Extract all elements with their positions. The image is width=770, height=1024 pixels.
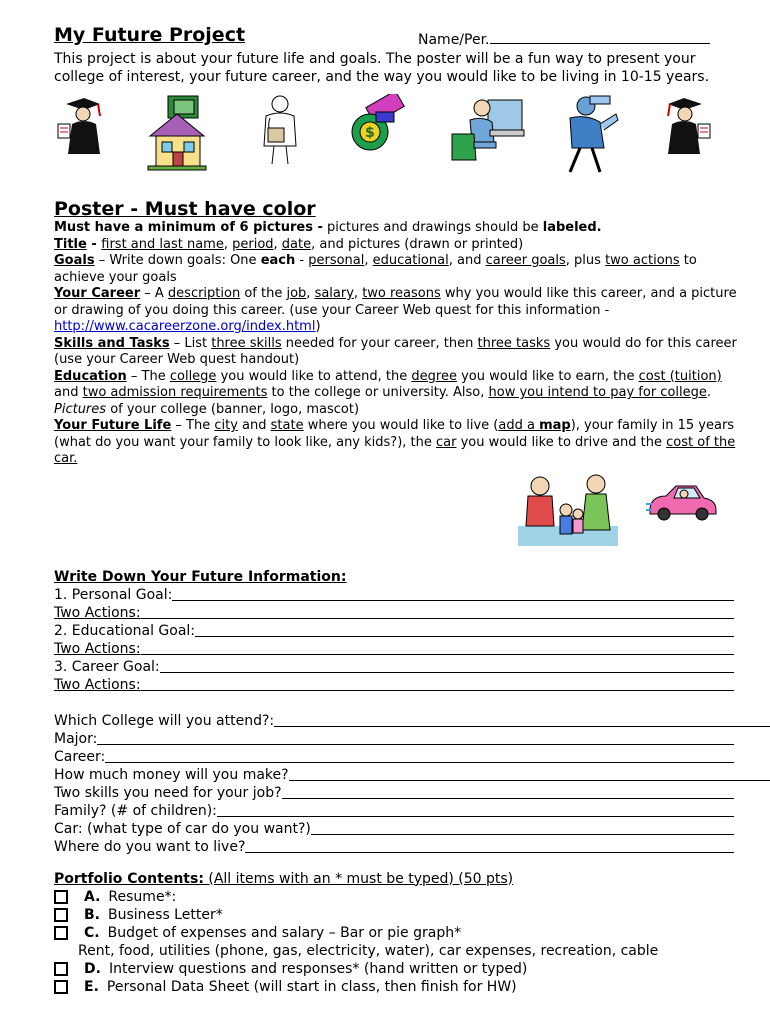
answer-line[interactable] bbox=[245, 838, 734, 853]
portfolio-item-c[interactable]: C. Budget of expenses and salary – Bar or pie graph* bbox=[54, 924, 770, 942]
portfolio-item-b[interactable]: B. Business Letter* bbox=[54, 906, 770, 924]
clipart-row-2 bbox=[54, 474, 770, 554]
answer-line[interactable] bbox=[160, 658, 734, 673]
question-money[interactable]: How much money will you make? bbox=[54, 766, 770, 784]
graduate-icon bbox=[664, 94, 714, 156]
goal-row-1[interactable]: 1. Personal Goal: bbox=[54, 586, 734, 604]
portfolio-heading-row bbox=[54, 870, 770, 888]
answer-line[interactable] bbox=[141, 676, 734, 691]
office-worker-icon bbox=[446, 94, 526, 164]
page-title: My Future Project bbox=[54, 24, 246, 46]
portfolio-item-c-detail: Rent, food, utilities (phone, gas, electricity, water), car expenses, recreation, cable bbox=[78, 942, 659, 959]
req-future-life: Your Future Life – The city and state where you would like to live (add a map), your family in 15 years (what do you want your family to look like, any kids?), the car you would like to drive and the cost of the car. bbox=[54, 418, 736, 466]
car-icon bbox=[646, 474, 718, 524]
doctor-icon bbox=[256, 94, 302, 166]
portfolio-item-e[interactable]: E. Personal Data Sheet (will start in class, then finish for HW) bbox=[54, 978, 770, 996]
question-major[interactable]: Major: bbox=[54, 730, 734, 748]
answer-line[interactable] bbox=[97, 730, 734, 745]
actions-row-2[interactable]: Two Actions: bbox=[54, 640, 734, 658]
question-career[interactable]: Career: bbox=[54, 748, 734, 766]
answer-line[interactable] bbox=[172, 586, 734, 601]
career-zone-link[interactable]: http://www.cacareerzone.org/index.html bbox=[54, 319, 316, 334]
poster-heading: Poster - Must have color bbox=[54, 198, 316, 220]
portfolio-item-d[interactable]: D. Interview questions and responses* (hand written or typed) bbox=[54, 960, 770, 978]
answer-line[interactable] bbox=[195, 622, 734, 637]
question-skills[interactable]: Two skills you need for your job? bbox=[54, 784, 734, 802]
actions-row-1[interactable]: Two Actions: bbox=[54, 604, 734, 622]
answer-line[interactable] bbox=[217, 802, 734, 817]
answer-line[interactable] bbox=[289, 766, 770, 781]
answer-line[interactable] bbox=[105, 748, 734, 763]
req-title: Title - first and last name, period, date, and pictures (drawn or printed) bbox=[54, 236, 524, 252]
question-live[interactable]: Where do you want to live? bbox=[54, 838, 734, 856]
req-min-pictures: Must have a minimum of 6 pictures - pictures and drawings should be labeled. bbox=[54, 220, 602, 235]
name-period-field[interactable] bbox=[418, 29, 710, 48]
form-heading: Write Down Your Future Information: bbox=[54, 568, 347, 585]
answer-line[interactable] bbox=[141, 640, 734, 655]
graduate-icon bbox=[54, 94, 104, 156]
actions-row-3[interactable]: Two Actions: bbox=[54, 676, 734, 694]
svg-text:$: $ bbox=[365, 125, 375, 141]
checkbox[interactable] bbox=[54, 890, 68, 904]
answer-line[interactable] bbox=[282, 784, 734, 799]
poster-requirements bbox=[54, 220, 744, 468]
portfolio-item-a[interactable]: A. Resume*: bbox=[54, 888, 770, 906]
question-car[interactable]: Car: (what type of car do you want?) bbox=[54, 820, 734, 838]
question-college[interactable]: Which College will you attend?: bbox=[54, 712, 770, 730]
req-skills: Skills and Tasks – List three skills needed for your career, then three tasks you would do for this career (use your Career Web quest handout) bbox=[54, 335, 737, 367]
title-row bbox=[54, 24, 770, 48]
goal-row-3[interactable]: 3. Career Goal: bbox=[54, 658, 734, 676]
family-icon bbox=[518, 474, 618, 546]
checkbox[interactable] bbox=[54, 908, 68, 922]
name-label: Name/Per. bbox=[418, 32, 490, 48]
intro-text: This project is about your future life and goals. The poster will be a fun way to present your college of interest, your future career, and the way you would like to be living in 10-15 years. bbox=[54, 51, 710, 85]
money-house-icon bbox=[146, 94, 208, 172]
answer-line[interactable] bbox=[311, 820, 734, 835]
scientist-icon bbox=[556, 94, 622, 176]
name-line[interactable] bbox=[490, 29, 710, 44]
checkbox[interactable] bbox=[54, 962, 68, 976]
answer-line[interactable] bbox=[274, 712, 770, 727]
worksheet-page bbox=[54, 24, 770, 996]
question-family[interactable]: Family? (# of children): bbox=[54, 802, 734, 820]
answer-line[interactable] bbox=[141, 604, 734, 619]
portfolio-note: (All items with an * must be typed) (50 pts) bbox=[203, 870, 514, 887]
goal-row-2[interactable]: 2. Educational Goal: bbox=[54, 622, 734, 640]
req-career: Your Career – A description of the job, salary, two reasons why you would like this career, and a picture or drawing of you doing this career. (use your Career Web quest for this information - http://www.cacareerzone.org/index.html) bbox=[54, 286, 737, 334]
req-education: Education – The college you would like to attend, the degree you would like to earn, the cost (tuition) and two admission requirements to the college or university. Also, how you intend to pay for college. Pictures of your college (banner, logo, mascot) bbox=[54, 368, 722, 417]
portfolio-heading: Portfolio Contents: bbox=[54, 870, 204, 887]
portfolio-section bbox=[54, 870, 770, 996]
future-info-form bbox=[54, 568, 770, 856]
checkbox[interactable] bbox=[54, 926, 68, 940]
req-goals: Goals – Write down goals: One each - personal, educational, and career goals, plus two actions to achieve your goals bbox=[54, 253, 697, 285]
clipart-row bbox=[54, 94, 770, 190]
checkbox[interactable] bbox=[54, 980, 68, 994]
money-swirl-icon bbox=[346, 94, 406, 156]
